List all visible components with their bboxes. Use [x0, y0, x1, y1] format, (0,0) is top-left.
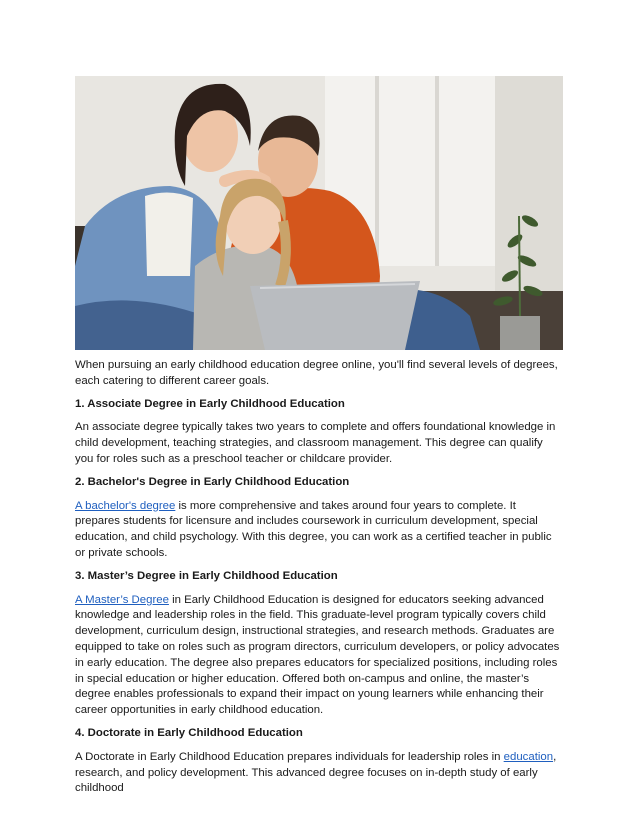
section-body-master — [75, 593, 563, 719]
bachelors-degree-link[interactable]: A bachelor's degree — [75, 499, 176, 512]
education-link[interactable]: education — [503, 750, 554, 763]
section-heading-bachelor: 2. Bachelor's Degree in Early Childhood Education — [75, 476, 350, 489]
doctorate-body-after: , research, and policy development. This advanced degree focuses on in-depth study of early childhood — [75, 750, 557, 795]
doctorate-body-before: A Doctorate in Early Childhood Education prepares individuals for leadership roles in — [75, 750, 504, 763]
masters-degree-link[interactable]: A Master’s Degree — [75, 593, 169, 606]
section-heading-doctorate: 4. Doctorate in Early Childhood Education — [75, 727, 303, 740]
intro-paragraph: When pursuing an early childhood education degree online, you'll find several levels of degrees, each catering to different career goals. — [75, 359, 558, 387]
family-laptop-photo — [75, 76, 563, 350]
master-body-text: in Early Childhood Education is designed for educators seeking advanced knowledge and leadership roles in the field. This graduate-level program typically covers child development, curriculum design, instructional strategies, and research methods. Graduates are equipped to take on roles such as program directors, curriculum developers, or policy advocates in early education. The degree also prepares educators for specialized positions, including roles in special education or higher education. Offered both on-campus and online, the master’s degree enables professionals to expand their impact on young learners while enhancing their career opportunities in early childhood education. — [75, 593, 560, 717]
section-body-doctorate — [75, 750, 563, 797]
section-body-bachelor — [75, 499, 563, 562]
article-body — [75, 358, 563, 805]
section-body-associate: An associate degree typically takes two years to complete and offers foundational knowledge in child development, teaching strategies, and classroom management. This degree can qualify you for roles such as a preschool teacher or childcare provider. — [75, 421, 556, 465]
section-heading-associate: 1. Associate Degree in Early Childhood Education — [75, 398, 345, 411]
section-heading-master: 3. Master’s Degree in Early Childhood Education — [75, 570, 338, 583]
bachelor-body-text: is more comprehensive and takes around four years to complete. It prepares students for licensure and includes coursework in curriculum development, special education, and child psychology. With this degree, you can work as a certified teacher in public or private schools. — [75, 499, 552, 559]
